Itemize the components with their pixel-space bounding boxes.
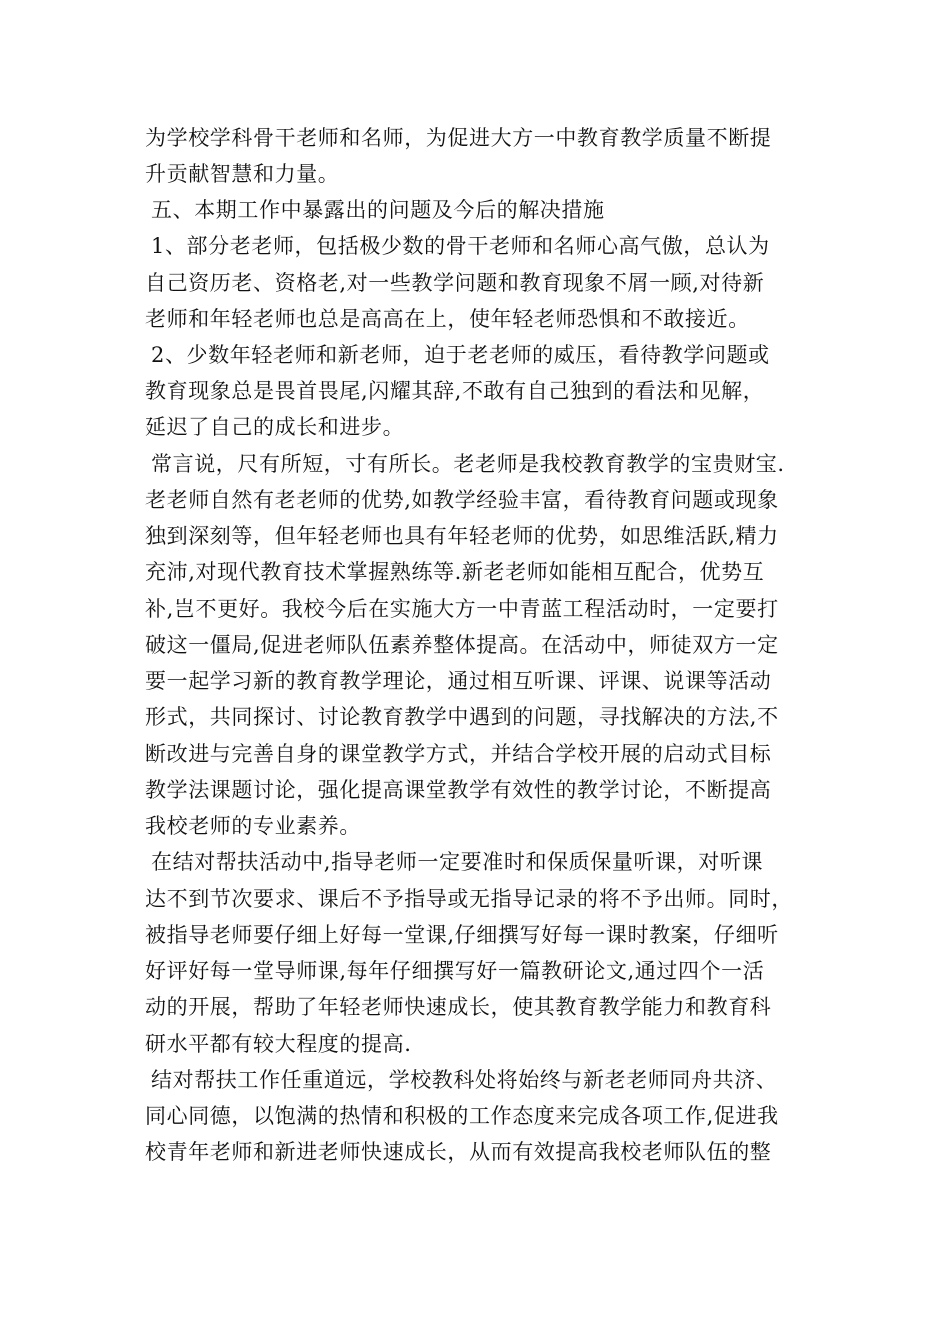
text-line: 校青年老师和新进老师快速成长，从而有效提高我校老师队伍的整 [145, 1140, 772, 1164]
text-line: 断改进与完善自身的课堂教学方式，并结合学校开展的启动式目标 [145, 742, 772, 766]
text-line: 1、部分老老师，包括极少数的骨干老师和名师心高气傲，总认为 [151, 234, 770, 258]
text-line: 要一起学习新的教育教学理论，通过相互听课、评课、说课等活动 [145, 669, 772, 693]
text-line: 充沛,对现代教育技术掌握熟练等.新老老师如能相互配合，优势互 [145, 560, 765, 584]
text-line: 老老师自然有老老师的优势,如教学经验丰富，看待教育问题或现象 [145, 488, 779, 512]
text-line: 达不到节次要求、课后不予指导或无指导记录的将不予出师。同时， [145, 887, 793, 911]
text-line: 教育现象总是畏首畏尾,闪耀其辞,不敢有自己独到的看法和见解， [145, 379, 765, 403]
text-line: 被指导老师要仔细上好每一堂课,仔细撰写好每一课时教案，仔细听 [145, 923, 779, 947]
text-line: 同心同德，以饱满的热情和积极的工作态度来完成各项工作,促进我 [145, 1104, 779, 1128]
text-line: 独到深刻等，但年轻老师也具有年轻老师的优势，如思维活跃,精力 [145, 524, 779, 548]
text-line: 形式，共同探讨、讨论教育教学中遇到的问题，寻找解决的方法,不 [145, 705, 779, 729]
text-line: 结对帮扶工作任重道远，学校教科处将始终与新老老师同舟共济、 [151, 1068, 778, 1092]
text-line: 为学校学科骨干老师和名师，为促进大方一中教育教学质量不断提 [145, 126, 772, 150]
text-line: 我校老师的专业素养。 [145, 814, 361, 838]
text-line: 研水平都有较大程度的提高. [145, 1032, 412, 1056]
text-line: 在结对帮扶活动中,指导老师一定要准时和保质保量听课，对听课 [151, 850, 764, 874]
text-line: 升贡献智慧和力量。 [145, 162, 340, 186]
text-line: 好评好每一堂导师课,每年仔细撰写好一篇教研论文,通过四个一活 [145, 959, 765, 983]
text-line: 老师和年轻老师也总是高高在上，使年轻老师恐惧和不敢接近。 [145, 307, 750, 331]
text-line: 自己资历老、资格老,对一些教学问题和教育现象不屑一顾,对待新 [145, 271, 765, 295]
text-line: 教学法课题讨论，强化提高课堂教学有效性的教学讨论，不断提高 [145, 778, 772, 802]
text-line: 延迟了自己的成长和进步。 [145, 415, 405, 439]
text-line: 常言说，尺有所短，寸有所长。老老师是我校教育教学的宝贵财宝. [151, 452, 785, 476]
text-line: 2、少数年轻老师和新老师，迫于老老师的威压，看待教学问题或 [151, 343, 770, 367]
text-line: 破这一僵局,促进老师队伍素养整体提高。在活动中，师徒双方一定 [145, 633, 779, 657]
section-heading: 五、本期工作中暴露出的问题及今后的解决措施 [151, 198, 605, 222]
text-line: 动的开展，帮助了年轻老师快速成长，使其教育教学能力和教育科 [145, 995, 772, 1019]
text-line: 补,岂不更好。我校今后在实施大方一中青蓝工程活动时，一定要打 [145, 597, 779, 621]
